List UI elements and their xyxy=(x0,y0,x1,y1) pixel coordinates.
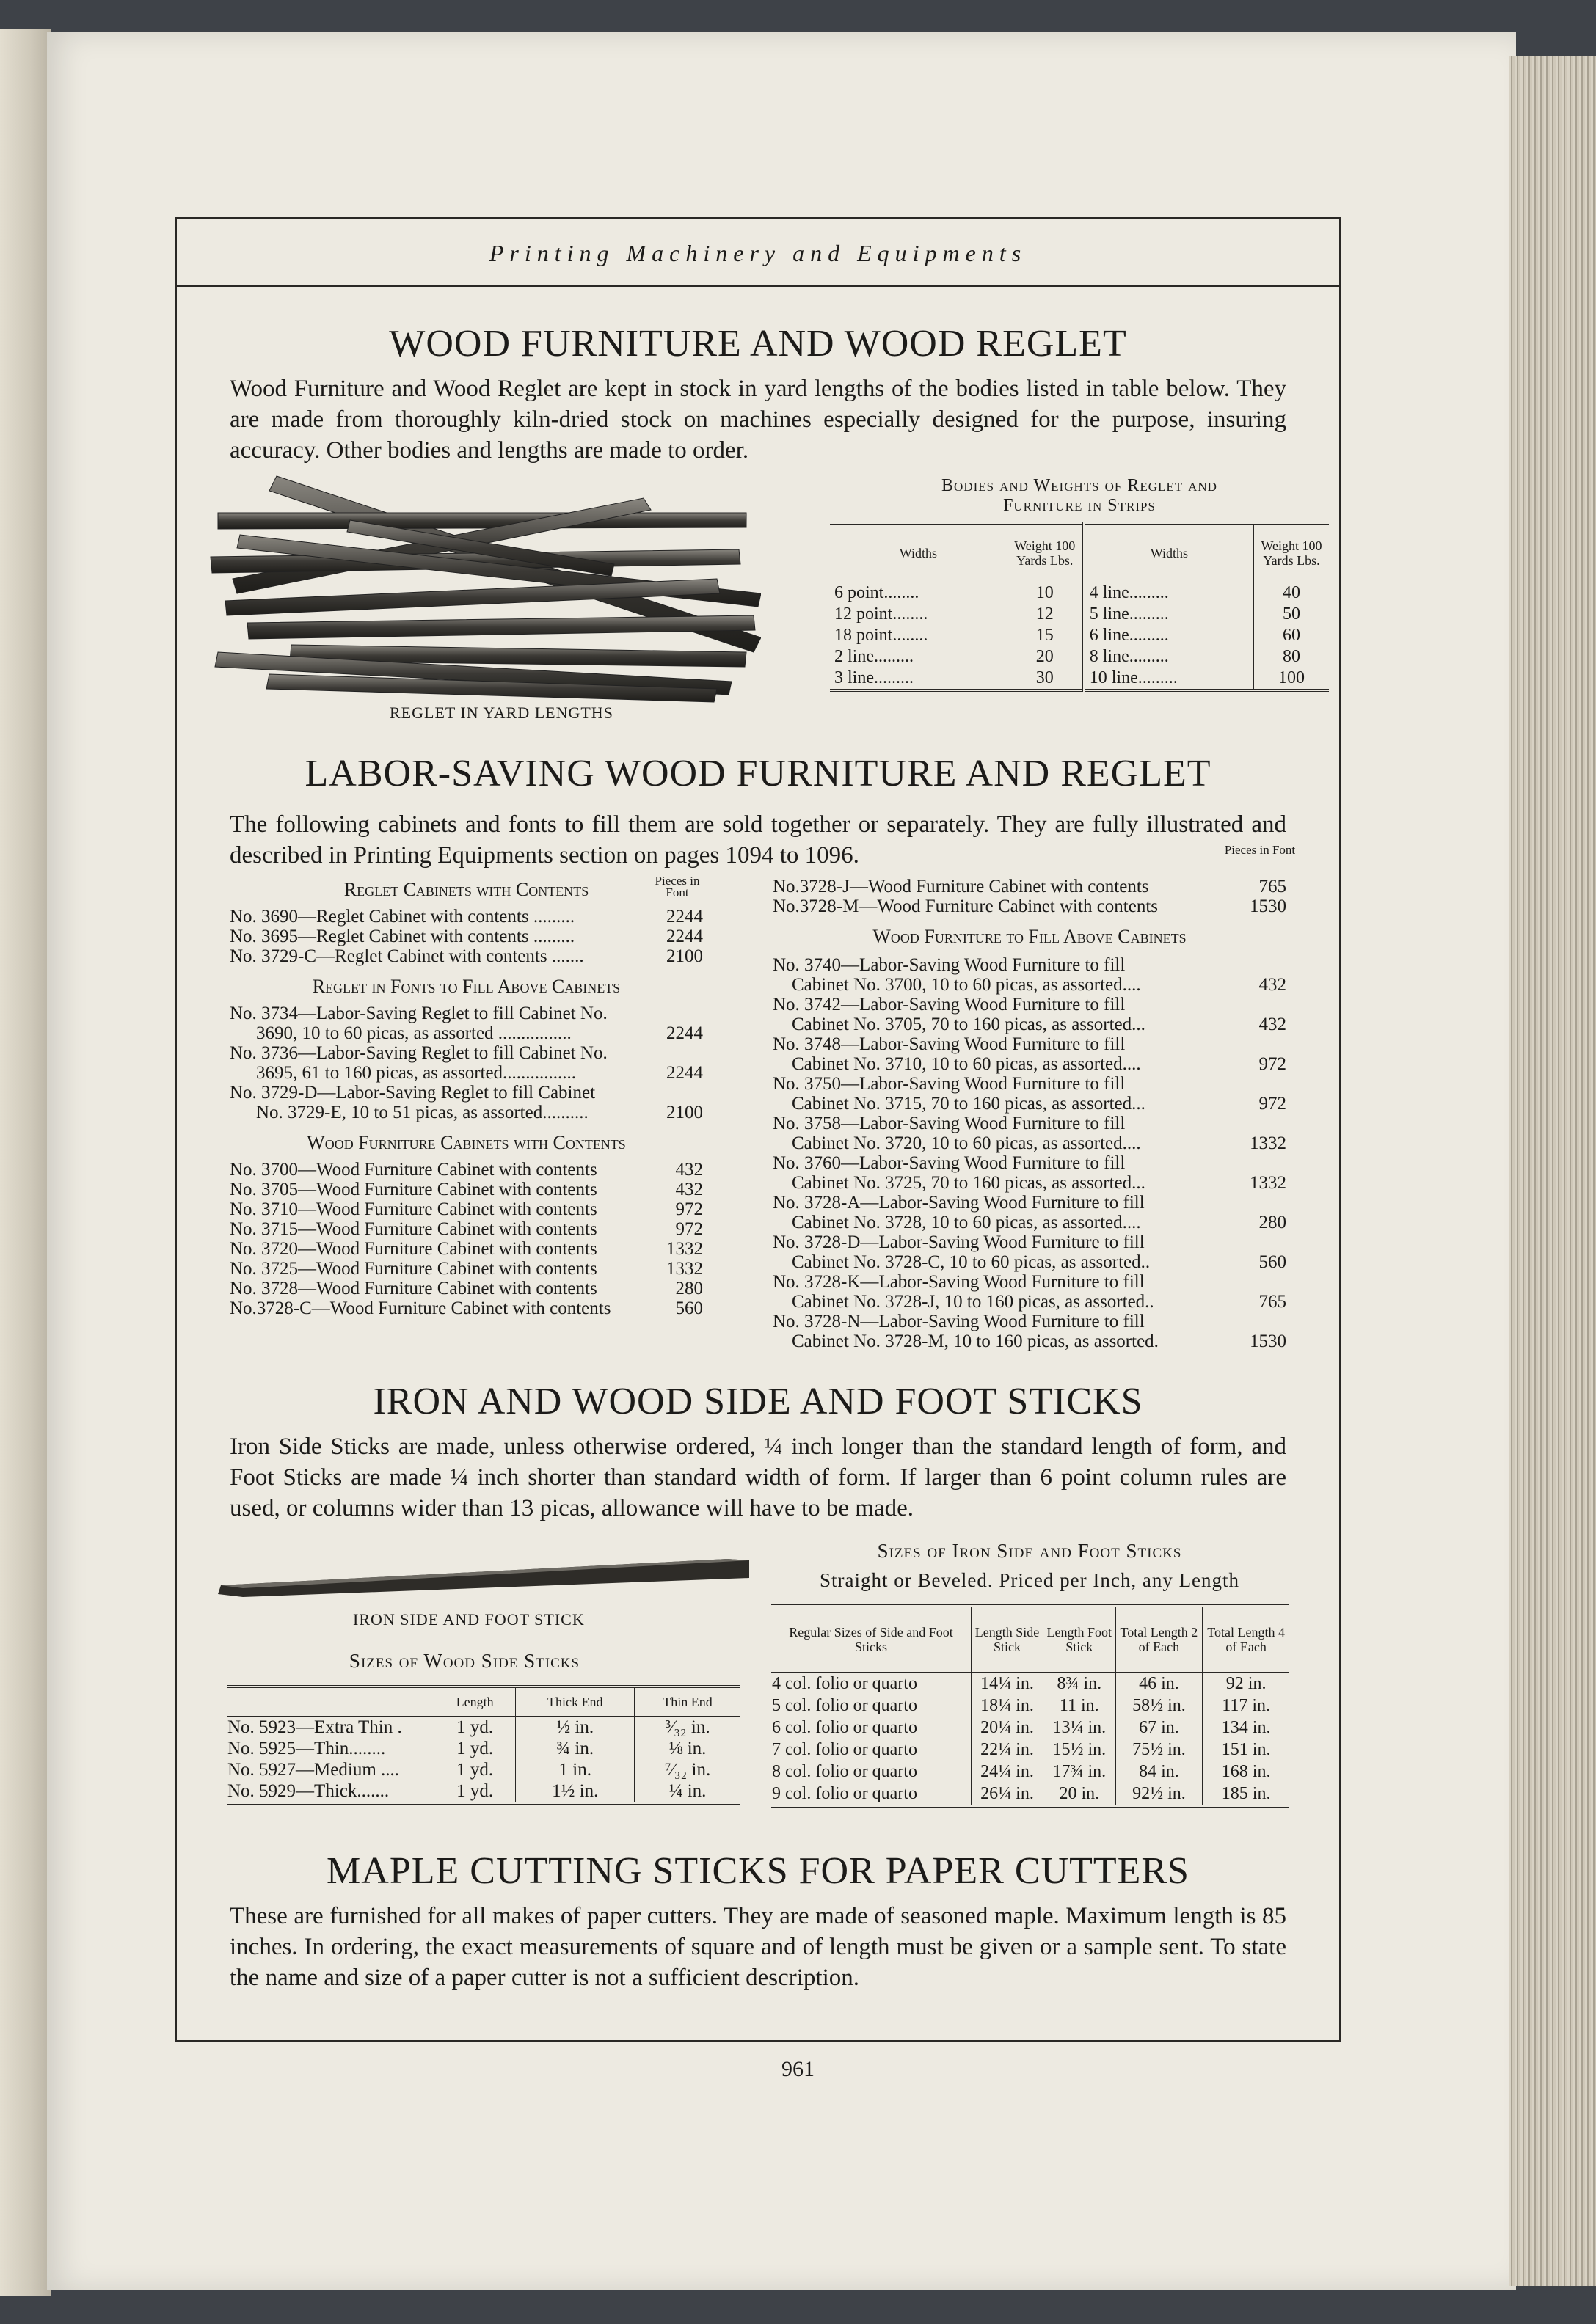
table-cell: 1 yd. xyxy=(434,1738,516,1759)
col-header: Widths xyxy=(1084,523,1254,582)
list-item xyxy=(230,1083,703,1122)
item-text: Cabinet No. 3705, 70 to 160 picas, as assorted... xyxy=(792,1015,1145,1034)
item-row xyxy=(230,1160,703,1180)
table-cell: 1 in. xyxy=(516,1759,635,1780)
iron-stick-illustration xyxy=(214,1556,757,1600)
table-row xyxy=(771,1672,1289,1695)
col-header: Length Foot Stick xyxy=(1043,1606,1116,1672)
table-cell: 12 point........ xyxy=(834,604,928,624)
item-count: 432 xyxy=(1258,975,1286,995)
running-head: Printing Machinery and Equipments xyxy=(177,219,1339,287)
table-cell: ³⁄₃₂ in. xyxy=(635,1716,740,1738)
item-row xyxy=(773,1292,1286,1312)
item-row xyxy=(230,1259,703,1279)
list-item xyxy=(230,1239,703,1259)
table-cell: 15½ in. xyxy=(1043,1739,1116,1761)
item-text: No. 3728—Wood Furniture Cabinet with contents xyxy=(230,1279,597,1298)
table-cell: 20¼ in. xyxy=(972,1717,1043,1739)
item-count: 972 xyxy=(1258,1094,1286,1114)
item-count: 280 xyxy=(675,1279,703,1298)
table-cell: 4 line......... xyxy=(1084,582,1254,604)
col-header: Total Length 2 of Each xyxy=(1115,1606,1203,1672)
col-header: Length Side Stick xyxy=(972,1606,1043,1672)
item-text: Cabinet No. 3710, 10 to 60 picas, as assorted.... xyxy=(792,1054,1141,1074)
item-count: 1332 xyxy=(666,1259,703,1279)
item-text: No. 3720—Wood Furniture Cabinet with contents xyxy=(230,1239,597,1259)
item-text: No. 3750—Labor-Saving Wood Furniture to fill xyxy=(773,1074,1126,1094)
page-number: 961 xyxy=(781,2057,815,2081)
item-count: 1332 xyxy=(1250,1133,1286,1153)
list-item xyxy=(230,1199,703,1219)
item-row xyxy=(230,1103,703,1122)
table-row xyxy=(227,1759,740,1780)
group-heading-text: Reglet in Fonts to Fill Above Cabinets xyxy=(312,976,621,997)
table-cell: No. 5925—Thin........ xyxy=(227,1738,386,1758)
group-heading-text: Reglet Cabinets with Contents xyxy=(343,879,589,900)
table-cell: 168 in. xyxy=(1203,1761,1289,1783)
item-count: 560 xyxy=(1258,1252,1286,1272)
item-row xyxy=(773,1094,1286,1114)
table-cell: 92½ in. xyxy=(1115,1783,1203,1806)
table-cell: 46 in. xyxy=(1115,1672,1203,1695)
item-text: No. 3734—Labor-Saving Reglet to fill Cabinet No. xyxy=(230,1004,608,1023)
iron-stick-caption: IRON SIDE AND FOOT STICK xyxy=(353,1610,585,1629)
reglet-illustration xyxy=(203,469,761,711)
table-cell: 5 col. folio or quarto xyxy=(772,1695,917,1715)
item-text: No. 3728-N—Labor-Saving Wood Furniture to fill xyxy=(773,1312,1145,1331)
section-text-wood-furniture: Wood Furniture and Wood Reglet are kept in stock in yard lengths of the bodies listed in table below. They are made from thoroughly kiln-dried stock on machines especially designed for the purpose, insuring accuracy. Other bodies and lengths are made to order. xyxy=(230,376,1286,464)
group-heading: Wood Furniture to Fill Above Cabinets xyxy=(872,926,1187,947)
section-title-maple-sticks: MAPLE CUTTING STICKS FOR PAPER CUTTERS xyxy=(327,1850,1189,1892)
item-count: 765 xyxy=(1258,877,1286,896)
table-cell: 20 in. xyxy=(1043,1783,1116,1806)
item-text: Cabinet No. 3725, 70 to 160 picas, as assorted... xyxy=(792,1173,1145,1193)
item-row xyxy=(230,1199,703,1219)
item-text: No. 3748—Labor-Saving Wood Furniture to fill xyxy=(773,1034,1126,1054)
pieces-label-left: Pieces in Font xyxy=(655,874,700,899)
item-count: 560 xyxy=(675,1298,703,1318)
table-cell: 10 line......... xyxy=(1084,668,1254,690)
item-text: No. 3758—Labor-Saving Wood Furniture to fill xyxy=(773,1114,1126,1133)
item-text: No.3728-J—Wood Furniture Cabinet with contents xyxy=(773,877,1149,896)
section-title-side-sticks: IRON AND WOOD SIDE AND FOOT STICKS xyxy=(373,1381,1143,1422)
table-cell: 9 col. folio or quarto xyxy=(772,1783,917,1803)
table-cell: 8 col. folio or quarto xyxy=(772,1761,917,1781)
table-cell: ⁷⁄₃₂ in. xyxy=(635,1759,740,1780)
item-row xyxy=(773,1173,1286,1193)
page-frame xyxy=(175,217,1341,2042)
table-row xyxy=(771,1695,1289,1717)
item-row xyxy=(773,975,1286,995)
table-row xyxy=(771,1739,1289,1761)
list-item xyxy=(773,955,1286,995)
item-count: 1530 xyxy=(1250,1331,1286,1351)
item-text: No. 3742—Labor-Saving Wood Furniture to fill xyxy=(773,995,1126,1015)
item-count: 432 xyxy=(675,1160,703,1180)
list-item xyxy=(230,1259,703,1279)
list-item xyxy=(773,1074,1286,1114)
table-cell: 117 in. xyxy=(1203,1695,1289,1717)
item-count: 2100 xyxy=(666,1103,703,1122)
table-row xyxy=(830,646,1329,668)
item-row xyxy=(230,1180,703,1199)
item-row xyxy=(773,1252,1286,1272)
item-text: No. 3728-A—Labor-Saving Wood Furniture to fill xyxy=(773,1193,1145,1213)
list-item xyxy=(230,907,703,927)
table-cell: No. 5927—Medium .... xyxy=(227,1759,400,1780)
item-text: 3695, 61 to 160 picas, as assorted................ xyxy=(256,1063,577,1083)
table-cell: 3 line......... xyxy=(834,668,914,687)
list-item xyxy=(230,1219,703,1239)
item-row xyxy=(773,1213,1286,1232)
item-text: No. 3736—Labor-Saving Reglet to fill Cabinet No. xyxy=(230,1043,608,1063)
bodies-table-title: Bodies and Weights of Reglet and Furniture in Strips xyxy=(941,476,1217,515)
list-item xyxy=(230,1279,703,1298)
list-item xyxy=(773,1034,1286,1074)
table-cell: 8¾ in. xyxy=(1043,1672,1116,1695)
item-row xyxy=(773,1331,1286,1351)
table-row xyxy=(830,604,1329,625)
item-text: No. 3729-E, 10 to 51 picas, as assorted.......... xyxy=(256,1103,589,1122)
list-item xyxy=(230,1180,703,1199)
table-cell: 15 xyxy=(1007,625,1084,646)
list-item xyxy=(773,1232,1286,1272)
table-row xyxy=(771,1717,1289,1739)
item-text: No. 3729-C—Reglet Cabinet with contents ....... xyxy=(230,946,584,966)
table-cell: 1 yd. xyxy=(434,1759,516,1780)
section-text-labor-saving: The following cabinets and fonts to fill them are sold together or separately. They are fully illustrated and described in Printing Equipments section on pages 1094 to 1096. xyxy=(230,811,1286,869)
list-item xyxy=(773,896,1286,916)
table-cell: ½ in. xyxy=(516,1716,635,1738)
table-cell: 18 point........ xyxy=(834,625,928,645)
item-count: 2100 xyxy=(666,946,703,966)
item-count: 1530 xyxy=(1250,896,1286,916)
col-header: Widths xyxy=(899,545,938,560)
reglet-caption: REGLET IN YARD LENGTHS xyxy=(390,704,613,722)
list-item xyxy=(773,1153,1286,1193)
item-count: 2244 xyxy=(666,907,703,927)
item-text: No. 3740—Labor-Saving Wood Furniture to fill xyxy=(773,955,1126,975)
item-text: No. 3728-K—Labor-Saving Wood Furniture to fill xyxy=(773,1272,1145,1292)
table-row xyxy=(227,1738,740,1759)
item-count: 972 xyxy=(1258,1054,1286,1074)
item-row xyxy=(230,927,703,946)
item-row xyxy=(773,1133,1286,1153)
table-cell: 84 in. xyxy=(1115,1761,1203,1783)
list-item xyxy=(773,995,1286,1034)
table-cell: 14¼ in. xyxy=(972,1672,1043,1695)
item-row xyxy=(773,1015,1286,1034)
group-heading xyxy=(230,874,703,900)
item-text: No.3728-C—Wood Furniture Cabinet with contents xyxy=(230,1298,611,1318)
list-item xyxy=(773,1193,1286,1232)
table-cell: 8 line......... xyxy=(1084,646,1254,668)
table-cell: 11 in. xyxy=(1043,1695,1116,1717)
table-row xyxy=(771,1761,1289,1783)
table-cell: 60 xyxy=(1254,625,1330,646)
table-cell: 151 in. xyxy=(1203,1739,1289,1761)
col-header: Total Length 4 of Each xyxy=(1203,1606,1289,1672)
iron-sticks-subtitle: Straight or Beveled. Priced per Inch, any Length xyxy=(819,1569,1240,1591)
table-cell: 6 line......... xyxy=(1084,625,1254,646)
item-count: 432 xyxy=(675,1180,703,1199)
col-header: Weight 100 Yards Lbs. xyxy=(1254,523,1330,582)
section-text-maple-sticks: These are furnished for all makes of paper cutters. They are made of seasoned maple. Maximum length is 85 inches. In ordering, the exact measurements of square and of length must be given or a sample sent. To state the name and size of a paper cutter is not a sufficient description. xyxy=(230,1903,1286,1991)
pieces-label-right: Pieces in Font xyxy=(1224,843,1296,857)
item-count: 280 xyxy=(1258,1213,1286,1232)
table-cell: 40 xyxy=(1254,582,1330,604)
right-column xyxy=(773,877,1286,1351)
table-row xyxy=(830,582,1329,604)
item-text: Cabinet No. 3715, 70 to 160 picas, as assorted... xyxy=(792,1094,1145,1114)
table-cell: 30 xyxy=(1007,668,1084,690)
item-count: 972 xyxy=(675,1219,703,1239)
col-header: Weight 100 Yards Lbs. xyxy=(1007,523,1084,582)
col-header: Thin End xyxy=(635,1687,740,1716)
list-item xyxy=(230,1004,703,1043)
col-header: Regular Sizes of Side and Foot Sticks xyxy=(789,1624,953,1654)
item-row xyxy=(230,1279,703,1298)
table-cell: 1½ in. xyxy=(516,1780,635,1803)
table-row xyxy=(830,625,1329,646)
item-text: Cabinet No. 3720, 10 to 60 picas, as assorted.... xyxy=(792,1133,1141,1153)
table-row xyxy=(227,1780,740,1803)
table-cell: 20 xyxy=(1007,646,1084,668)
item-text: Cabinet No. 3700, 10 to 60 picas, as assorted.... xyxy=(792,975,1141,995)
bodies-weights-table xyxy=(830,522,1329,692)
table-cell: 185 in. xyxy=(1203,1783,1289,1806)
table-cell: 80 xyxy=(1254,646,1330,668)
table-cell: No. 5923—Extra Thin . xyxy=(227,1717,402,1737)
item-row xyxy=(230,1063,703,1083)
table-cell: 92 in. xyxy=(1203,1672,1289,1695)
book-spine xyxy=(0,29,51,2296)
table-cell: 1 yd. xyxy=(434,1780,516,1803)
item-text: No. 3690—Reglet Cabinet with contents ......... xyxy=(230,907,575,927)
left-column xyxy=(230,874,703,1318)
table-cell: 12 xyxy=(1007,604,1084,625)
table-cell: 2 line......... xyxy=(834,646,914,666)
item-count: 1332 xyxy=(1250,1173,1286,1193)
table-cell: 6 col. folio or quarto xyxy=(772,1717,917,1737)
table-cell: ¾ in. xyxy=(516,1738,635,1759)
col-header xyxy=(227,1687,434,1716)
item-row xyxy=(230,1298,703,1318)
item-text: Cabinet No. 3728-J, 10 to 160 picas, as assorted.. xyxy=(792,1292,1154,1312)
item-count: 2244 xyxy=(666,1063,703,1083)
item-text: No. 3695—Reglet Cabinet with contents ......... xyxy=(230,927,575,946)
table-cell: 26¼ in. xyxy=(972,1783,1043,1806)
item-row xyxy=(230,1023,703,1043)
item-row xyxy=(230,1219,703,1239)
table-cell: 6 point........ xyxy=(834,582,919,602)
item-text: No. 3729-D—Labor-Saving Reglet to fill Cabinet xyxy=(230,1083,596,1103)
section-text-side-sticks: Iron Side Sticks are made, unless otherwise ordered, ¼ inch longer than the standard length of form, and Foot Sticks are made ¼ inch shorter than standard width of form. If larger than 6 point column rules are used, or columns wider than 13 picas, allowance will have to be made. xyxy=(230,1433,1286,1521)
table-cell: 5 line......... xyxy=(1084,604,1254,625)
group-heading xyxy=(230,1133,703,1152)
table-cell: 4 col. folio or quarto xyxy=(772,1673,917,1693)
item-row xyxy=(230,907,703,927)
table-cell: 50 xyxy=(1254,604,1330,625)
list-item xyxy=(773,877,1286,896)
table-cell: 67 in. xyxy=(1115,1717,1203,1739)
item-text: No. 3700—Wood Furniture Cabinet with contents xyxy=(230,1160,597,1180)
table-cell: 58½ in. xyxy=(1115,1695,1203,1717)
table-cell: 24¼ in. xyxy=(972,1761,1043,1783)
item-text: No. 3725—Wood Furniture Cabinet with contents xyxy=(230,1259,597,1279)
wood-side-sticks-table xyxy=(227,1685,740,1805)
group-heading-text: Wood Furniture Cabinets with Contents xyxy=(307,1132,626,1153)
item-count: 1332 xyxy=(666,1239,703,1259)
item-count: 972 xyxy=(675,1199,703,1219)
table-cell: 1 yd. xyxy=(434,1716,516,1738)
table-cell: ⅛ in. xyxy=(635,1738,740,1759)
table-cell: 100 xyxy=(1254,668,1330,690)
group-heading xyxy=(230,976,703,996)
table-cell: 17¾ in. xyxy=(1043,1761,1116,1783)
item-text: Cabinet No. 3728, 10 to 60 picas, as assorted.... xyxy=(792,1213,1141,1232)
list-item xyxy=(230,927,703,946)
table-row xyxy=(227,1716,740,1738)
section-title-wood-furniture: WOOD FURNITURE AND WOOD REGLET xyxy=(389,323,1127,365)
item-text: No. 3705—Wood Furniture Cabinet with contents xyxy=(230,1180,597,1199)
item-text: No. 3715—Wood Furniture Cabinet with contents xyxy=(230,1219,597,1239)
item-text: No.3728-M—Wood Furniture Cabinet with contents xyxy=(773,896,1159,916)
table-cell: 134 in. xyxy=(1203,1717,1289,1739)
item-count: 765 xyxy=(1258,1292,1286,1312)
item-text: Cabinet No. 3728-M, 10 to 160 picas, as assorted. xyxy=(792,1331,1159,1351)
table-cell: 22¼ in. xyxy=(972,1739,1043,1761)
list-item xyxy=(773,1114,1286,1153)
list-item xyxy=(773,1312,1286,1351)
item-row xyxy=(230,1239,703,1259)
item-row xyxy=(773,1054,1286,1074)
wood-sticks-title: Sizes of Wood Side Sticks xyxy=(349,1650,580,1672)
table-cell: No. 5929—Thick....... xyxy=(227,1780,390,1801)
section-title-labor-saving: LABOR-SAVING WOOD FURNITURE AND REGLET xyxy=(305,753,1211,794)
table-row xyxy=(771,1783,1289,1806)
col-header: Thick End xyxy=(516,1687,635,1716)
table-cell: ¼ in. xyxy=(635,1780,740,1803)
list-item xyxy=(773,1272,1286,1312)
item-text: Cabinet No. 3728-C, 10 to 60 picas, as assorted.. xyxy=(792,1252,1151,1272)
table-cell: 18¼ in. xyxy=(972,1695,1043,1717)
table-row xyxy=(830,668,1329,690)
table-cell: 10 xyxy=(1007,582,1084,604)
list-item xyxy=(230,946,703,966)
list-item xyxy=(230,1298,703,1318)
item-text: No. 3728-D—Labor-Saving Wood Furniture to fill xyxy=(773,1232,1145,1252)
page-edges xyxy=(1509,56,1596,2286)
item-count: 2244 xyxy=(666,1023,703,1043)
list-item xyxy=(230,1043,703,1083)
table-cell: 75½ in. xyxy=(1115,1739,1203,1761)
col-header: Length xyxy=(434,1687,516,1716)
table-cell: 7 col. folio or quarto xyxy=(772,1739,917,1759)
item-count: 432 xyxy=(1258,1015,1286,1034)
iron-sticks-title: Sizes of Iron Side and Foot Sticks xyxy=(877,1540,1182,1562)
item-text: 3690, 10 to 60 picas, as assorted ................ xyxy=(256,1023,572,1043)
item-text: No. 3710—Wood Furniture Cabinet with contents xyxy=(230,1199,597,1219)
item-row xyxy=(230,946,703,966)
table-cell: 13¼ in. xyxy=(1043,1717,1116,1739)
iron-sticks-table xyxy=(771,1604,1289,1808)
list-item xyxy=(230,1160,703,1180)
item-text: No. 3760—Labor-Saving Wood Furniture to fill xyxy=(773,1153,1126,1173)
item-count: 2244 xyxy=(666,927,703,946)
